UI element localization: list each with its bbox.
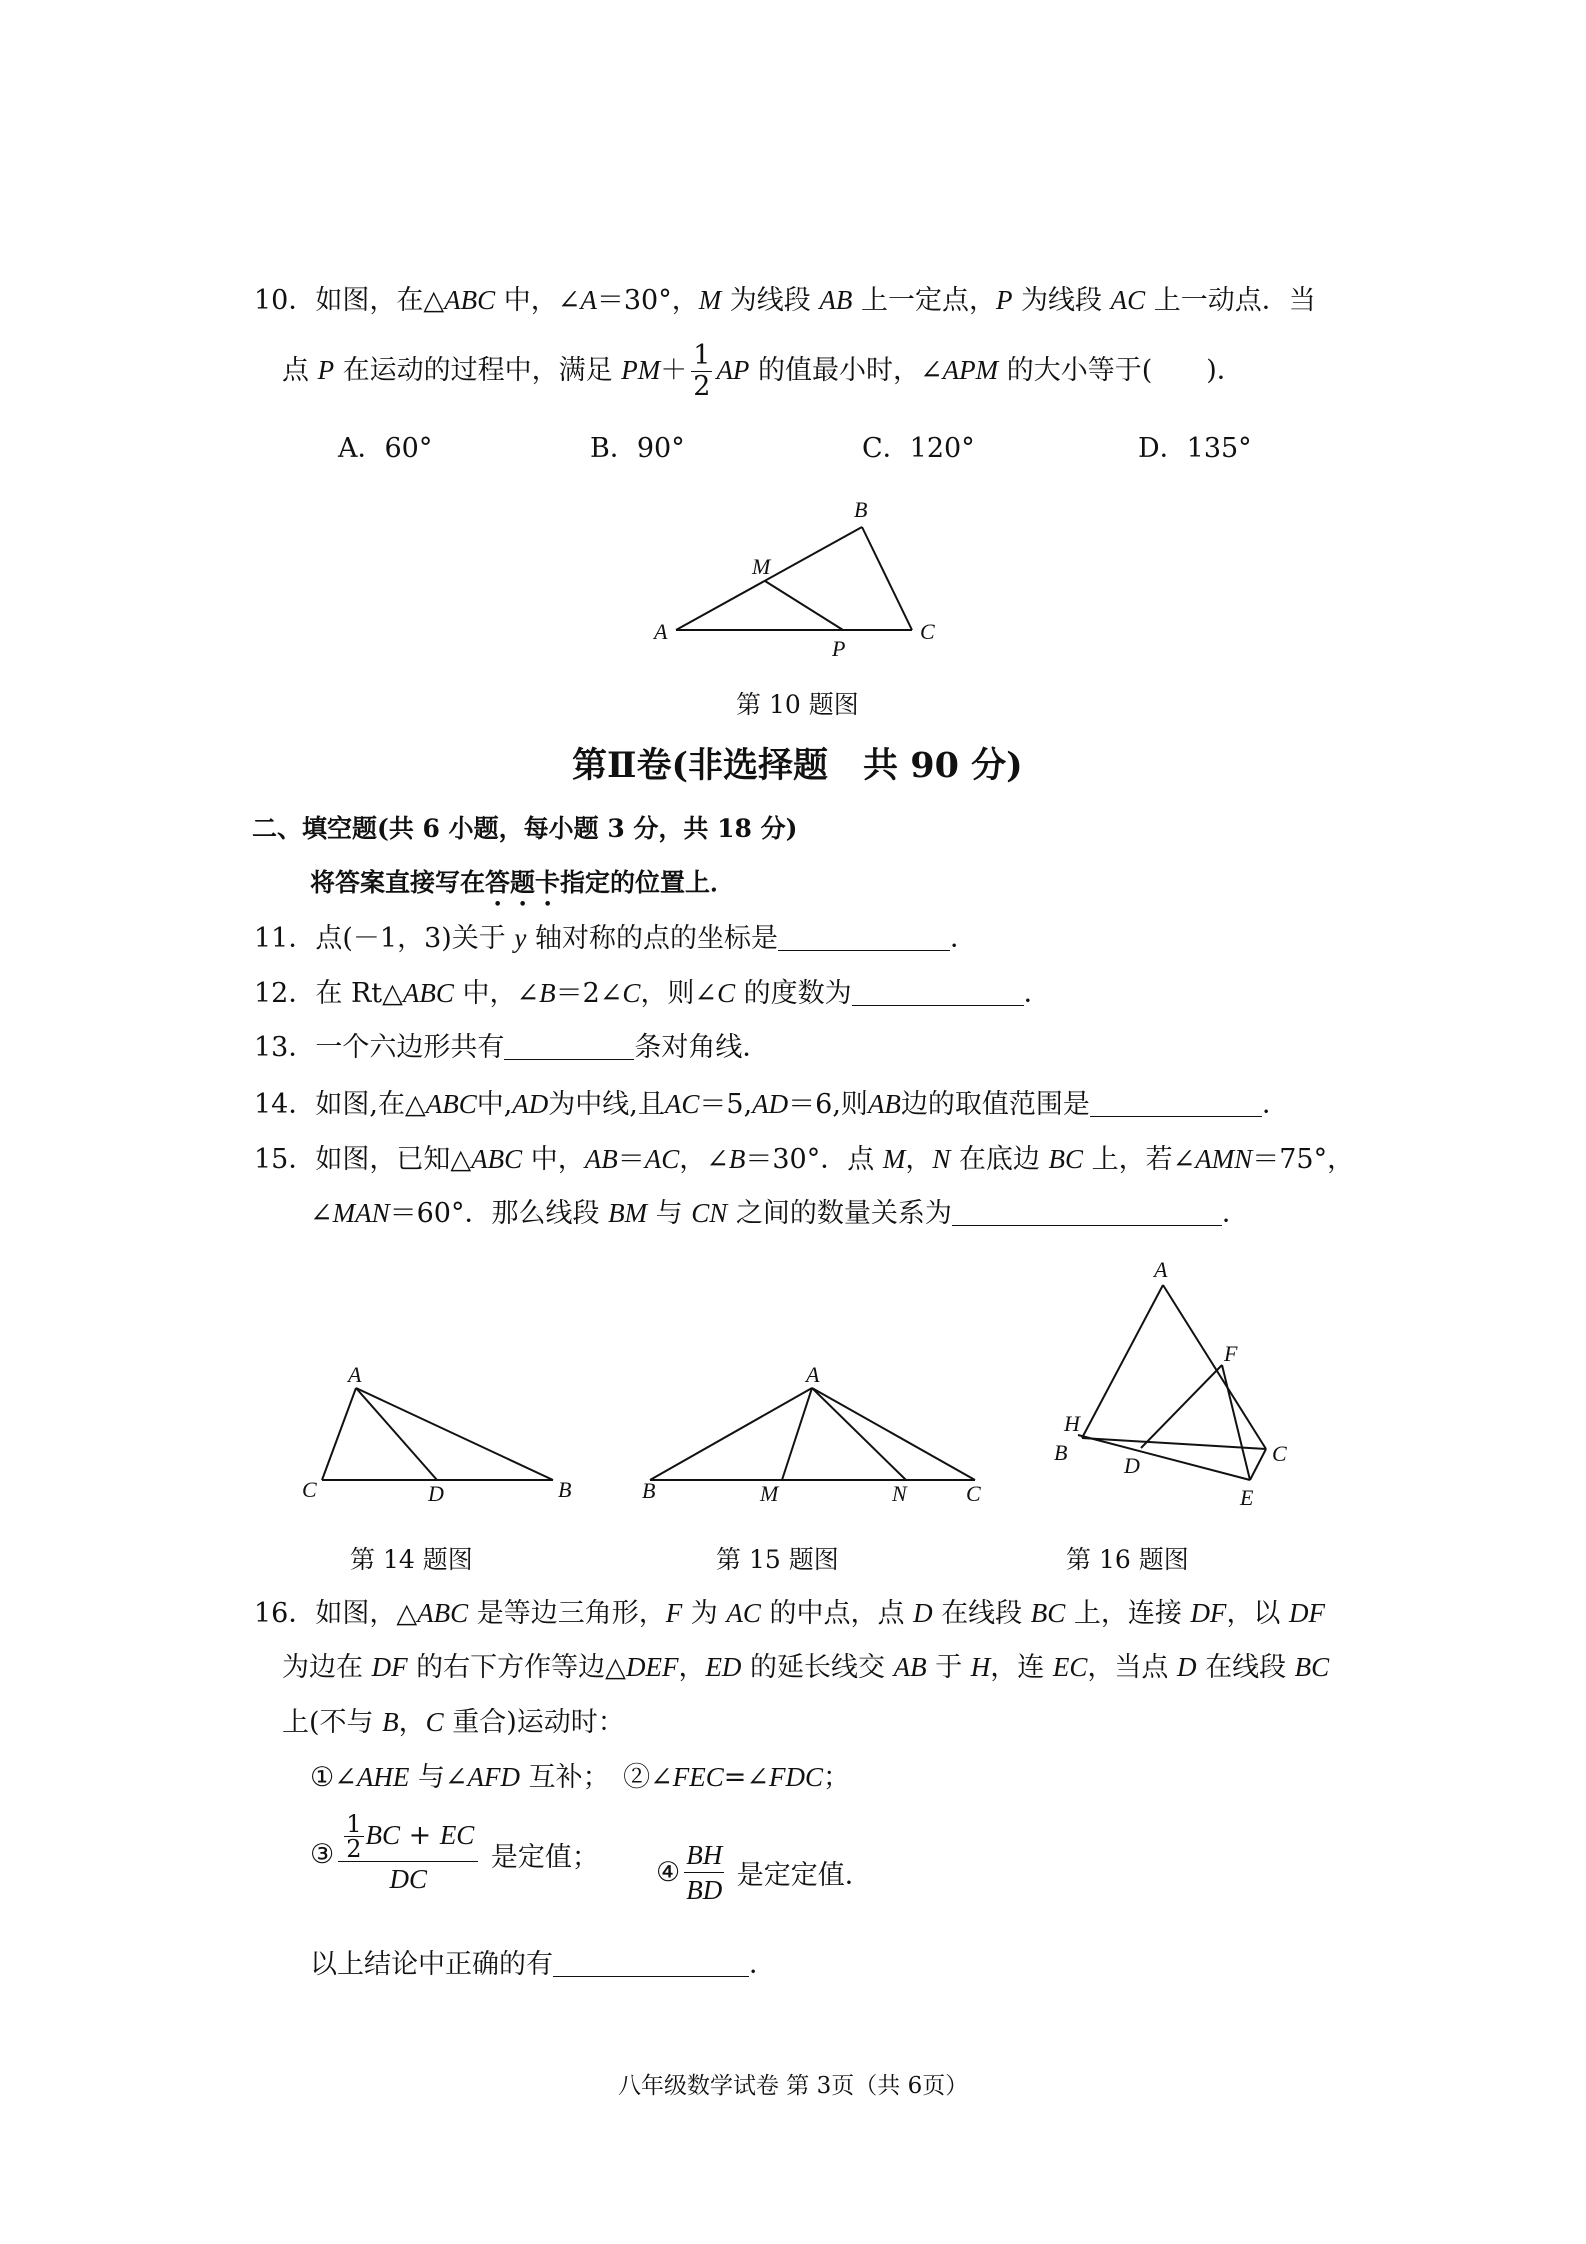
q16-text: 为	[682, 1598, 727, 1629]
q15-text: MAN	[332, 1198, 390, 1228]
q10-text: 为线段	[721, 285, 820, 316]
fig15-label-a: A	[806, 1362, 820, 1387]
fig14-segment-ac	[322, 1388, 356, 1480]
q11	[254, 921, 977, 956]
q10-text: A	[580, 285, 597, 315]
q16-text: 的中点，点	[760, 1598, 914, 1629]
q10-fraction	[691, 341, 712, 402]
q15-text: ＝60°．那么线段	[389, 1198, 609, 1229]
fig15-label-m: M	[760, 1481, 779, 1506]
q16-text: 上(不与	[282, 1707, 383, 1738]
q16-line1	[254, 1596, 1325, 1631]
q16-text: ED	[705, 1652, 742, 1682]
q12-text: B	[539, 978, 556, 1008]
q16-text: D	[1176, 1652, 1197, 1682]
fig15-segment-ac	[812, 1388, 975, 1480]
q16-text: F	[665, 1598, 683, 1628]
q14-text: AD	[512, 1089, 549, 1119]
section-2-instruction	[310, 866, 735, 912]
q16-answer-blank[interactable]	[553, 1950, 749, 1977]
q15-text: AB	[584, 1144, 618, 1174]
q15-line1	[254, 1142, 1354, 1177]
q16-text: DF	[1190, 1598, 1227, 1628]
instruction-text: 将答案直接写在	[310, 868, 486, 897]
q10-text: P	[995, 285, 1013, 315]
q16-text: ④	[656, 1857, 681, 1888]
q10-text: 中，∠	[495, 285, 581, 316]
q12-text: 12．在 Rt△	[254, 978, 403, 1009]
fig16-label-b: B	[1054, 1440, 1068, 1465]
fig16-segment-hd-e	[1078, 1435, 1250, 1480]
q12-text: C	[717, 978, 736, 1008]
q14-text: AC	[664, 1089, 700, 1119]
q15-line2	[310, 1196, 1249, 1231]
q16-text: 16．如图，△	[254, 1598, 418, 1629]
q10-text: 为线段	[1012, 285, 1111, 316]
q16-text: ，连	[990, 1652, 1053, 1683]
q10-text: AB	[819, 285, 853, 315]
q16-text: H	[970, 1652, 991, 1682]
fig16-segment-df	[1141, 1365, 1222, 1448]
q15-text: AC	[644, 1144, 680, 1174]
q16-text: DEF	[625, 1652, 679, 1682]
q16-s4-fraction	[684, 1838, 724, 1907]
q16-s3-numerator	[338, 1812, 478, 1862]
q16-text: ③	[310, 1839, 335, 1870]
fig16-segment-ac	[1163, 1285, 1266, 1449]
q16-text: 是等边三角形，	[468, 1598, 666, 1629]
q16-text: 的延长线交	[741, 1652, 894, 1683]
q11-text: 轴对称的点的坐标是	[526, 923, 778, 954]
figure-15-caption: 第 15 题图	[716, 1545, 839, 1574]
fig15-label-b: B	[642, 1478, 656, 1503]
q14-text: 14．如图,在△	[254, 1089, 426, 1120]
q16-text: ；	[822, 1762, 850, 1793]
fig16-label-a: A	[1154, 1257, 1168, 1282]
q16-s3-fraction	[338, 1812, 478, 1897]
q16-text: DF	[1289, 1598, 1326, 1628]
q16-s3-half-num: 1	[346, 1810, 362, 1838]
q15-answer-blank[interactable]	[952, 1199, 1222, 1226]
q16-text: ①∠	[310, 1762, 357, 1793]
q16-text: BC	[365, 1820, 401, 1850]
q10-text: 的大小等于( )．	[998, 355, 1244, 386]
q16-text: 是定定值．	[728, 1860, 872, 1891]
q15-text: N	[932, 1144, 951, 1174]
q13	[254, 1031, 769, 1065]
figure-14	[290, 1360, 590, 1510]
q12-text: C	[622, 978, 641, 1008]
q13-text: 13．一个六边形共有	[254, 1032, 505, 1063]
q16-s3-half-den: 2	[346, 1835, 362, 1863]
q10-text: 10．如图，在△	[254, 285, 445, 316]
q16-text: 在线段	[1196, 1652, 1295, 1683]
q16-text: AHE	[356, 1762, 410, 1792]
q15-text: ＝	[617, 1144, 645, 1175]
fig16-label-h: H	[1064, 1411, 1080, 1436]
q16-text: 是定值；	[482, 1842, 599, 1873]
fig15-label-n: N	[892, 1481, 907, 1506]
fig14-label-c: C	[302, 1477, 317, 1502]
q16-text: AC	[726, 1598, 761, 1628]
q10-text: APM	[942, 355, 999, 385]
q12	[254, 976, 1051, 1011]
q14-text: 为中线,且	[548, 1089, 665, 1120]
section-2-title: 第Ⅱ卷(非选择题 共 90 分)	[572, 745, 1023, 786]
instruction-text: 指定的位置上．	[560, 868, 736, 897]
q15-text: CN	[691, 1198, 728, 1228]
q14-text: ＝6,则	[788, 1089, 868, 1120]
q16-text: AB	[893, 1652, 927, 1682]
fig14-label-b: B	[558, 1477, 572, 1502]
q16-text: 重合)运动时：	[443, 1707, 625, 1738]
q14-text: 中,	[476, 1089, 513, 1120]
q10-option-c: C．120°	[862, 433, 975, 464]
q15-text: ，	[905, 1144, 933, 1175]
q16-text: BC	[1030, 1598, 1066, 1628]
q15-text: AMN	[1195, 1144, 1253, 1174]
q16-text: BC	[1294, 1652, 1330, 1682]
q16-line2	[282, 1650, 1329, 1685]
q16-statement-4	[656, 1838, 872, 1907]
q15-text: 之间的数量关系为	[727, 1198, 952, 1229]
q15-text: ＝30°．点	[745, 1144, 883, 1175]
q10-line1	[254, 283, 1316, 318]
q10-text: 点	[282, 355, 318, 386]
q10-text: ＝30°，	[596, 285, 699, 316]
q12-text: ABC	[402, 978, 454, 1008]
q16-text: ，	[678, 1652, 706, 1683]
figure-16-caption: 第 16 题图	[1066, 1545, 1189, 1574]
q16-text: FEC	[672, 1762, 724, 1792]
q15-text: 与	[647, 1198, 692, 1229]
q14-text: 边的取值范围是	[900, 1089, 1090, 1120]
figure-15	[630, 1355, 1000, 1510]
q10-text: 在运动的过程中，满足	[334, 355, 622, 386]
fig14-segment-ad	[356, 1388, 437, 1480]
q10-line2	[282, 340, 1244, 402]
q10-frac-den: 2	[693, 371, 711, 402]
q16-text: B	[382, 1707, 399, 1737]
q16-text: C	[425, 1707, 444, 1737]
q16-text: DF	[371, 1652, 408, 1682]
q10-text: ABC	[444, 285, 496, 315]
q16-text: FDC	[768, 1762, 823, 1792]
q15-text: M	[882, 1144, 906, 1174]
fig10-label-m: M	[752, 554, 771, 579]
q10-text: ＋	[660, 355, 688, 386]
q15-text: BC	[1048, 1144, 1084, 1174]
q10-text: 的值最小时，∠	[749, 355, 943, 386]
figure-16	[1040, 1255, 1310, 1515]
q11-answer-blank[interactable]	[778, 924, 950, 951]
q16-statement-3	[310, 1812, 599, 1897]
fig16-segment-fe	[1222, 1365, 1250, 1480]
q16-s3-denominator: DC	[389, 1864, 428, 1894]
fig10-label-b: B	[854, 497, 868, 522]
q14-text: ABC	[425, 1089, 477, 1119]
fig10-label-c: C	[920, 619, 935, 644]
q15-text: ∠	[310, 1198, 333, 1229]
q10-text: PM	[621, 355, 661, 385]
q11-text: 11．点(－1，3)关于	[254, 923, 515, 954]
q14-text: AD	[752, 1089, 789, 1119]
section-2-heading: 二、填空题(共 6 小题，每小题 3 分，共 18 分)	[252, 814, 798, 843]
figure-10-caption: 第 10 题图	[736, 690, 859, 719]
q15-text: ．	[1221, 1198, 1249, 1229]
q16-line3	[282, 1705, 625, 1740]
q16-text: D	[913, 1598, 933, 1628]
q16-s4-numerator: BH	[684, 1838, 724, 1873]
q10-option-b: B．90°	[590, 433, 685, 464]
q15-text: B	[728, 1144, 746, 1174]
q15-text: ABC	[471, 1144, 523, 1174]
q12-text: 的度数为	[735, 978, 852, 1009]
fig16-segment-ec	[1250, 1449, 1266, 1480]
q14-text: AB	[867, 1089, 901, 1119]
fig16-label-f: F	[1224, 1341, 1238, 1366]
q14-answer-blank[interactable]	[1090, 1090, 1262, 1117]
q16-text: ，	[398, 1707, 426, 1738]
q16-statement-1-2	[310, 1760, 850, 1795]
q14-text: ．	[1261, 1089, 1289, 1120]
q10-frac-num: 1	[693, 340, 711, 371]
q12-text: ．	[1023, 978, 1051, 1009]
fig16-label-c: C	[1272, 1441, 1287, 1466]
q10-text: M	[698, 285, 722, 315]
fig16-segment-ab	[1082, 1285, 1163, 1438]
fig14-label-d: D	[428, 1481, 444, 1506]
q15-text: 上，若∠	[1083, 1144, 1196, 1175]
q15-text: 在底边	[950, 1144, 1049, 1175]
q16-text: 互补； ②∠	[520, 1762, 673, 1793]
q10-option-a: A．60°	[338, 433, 433, 464]
q10-text: 上一动点．当	[1145, 285, 1316, 316]
q15-text: 15．如图，已知△	[254, 1144, 472, 1175]
q12-answer-blank[interactable]	[852, 979, 1024, 1006]
q10-option-d: D．135°	[1138, 433, 1252, 464]
q12-text: ，则∠	[640, 978, 718, 1009]
q16-text: =∠	[723, 1762, 769, 1793]
fig10-label-p: P	[832, 636, 846, 661]
fig10-label-a: A	[654, 619, 668, 644]
page-footer: 八年级数学试卷 第 3页（共 6页）	[618, 2073, 969, 2099]
q15-text: ，∠	[679, 1144, 729, 1175]
q12-text: ＝2∠	[555, 978, 623, 1009]
q16-text: EC	[439, 1820, 475, 1850]
fig16-label-d: D	[1124, 1453, 1140, 1478]
q10-text: AP	[716, 355, 750, 385]
q15-text: BM	[608, 1198, 648, 1228]
q16-text: EC	[1052, 1652, 1088, 1682]
figure-14-caption: 第 14 题图	[350, 1545, 473, 1574]
q16-text: 在线段	[932, 1598, 1031, 1629]
fig14-label-a: A	[348, 1362, 362, 1387]
q16-last-line	[310, 1948, 776, 1982]
q16-text: 为边在	[282, 1652, 372, 1683]
q16-text: 于	[926, 1652, 971, 1683]
q10-text: P	[317, 355, 335, 385]
q16-text: 与∠	[409, 1762, 468, 1793]
q16-text: 以上结论中正确的有	[310, 1949, 553, 1980]
fig10-segment-bc	[862, 527, 912, 630]
q16-text: ABC	[417, 1598, 469, 1628]
q16-text: 上，连接	[1065, 1598, 1191, 1629]
q14	[254, 1087, 1289, 1122]
q16-text: AFD	[467, 1762, 521, 1792]
q16-text: ，以	[1226, 1598, 1290, 1629]
fig14-segment-ab	[356, 1388, 553, 1480]
q13-text: 条对角线．	[634, 1032, 770, 1063]
fig15-label-c: C	[966, 1481, 981, 1506]
q16-s3-half	[344, 1812, 363, 1861]
q16-text: +	[400, 1820, 440, 1851]
q11-text: y	[514, 923, 527, 953]
q11-text: ．	[949, 923, 977, 954]
q12-text: 中，∠	[453, 978, 540, 1009]
q10-text: 上一定点，	[852, 285, 996, 316]
figure-10	[640, 485, 960, 665]
fig10-segment-mp	[765, 581, 843, 630]
q16-s4-denominator: BD	[686, 1875, 723, 1905]
instruction-emphasis: 答题卡	[485, 868, 561, 897]
q15-text: ＝75°，	[1252, 1144, 1355, 1175]
fig15-segment-ab	[650, 1388, 812, 1480]
q16-text: ，当点	[1087, 1652, 1177, 1683]
q16-text: ．	[749, 1949, 776, 1980]
q10-text: AC	[1110, 285, 1146, 315]
q13-answer-blank[interactable]	[504, 1033, 634, 1060]
fig16-label-e: E	[1240, 1485, 1254, 1510]
q14-text: ＝5,	[699, 1089, 753, 1120]
q16-text: 的右下方作等边△	[407, 1652, 626, 1683]
q15-text: 中，	[522, 1144, 585, 1175]
